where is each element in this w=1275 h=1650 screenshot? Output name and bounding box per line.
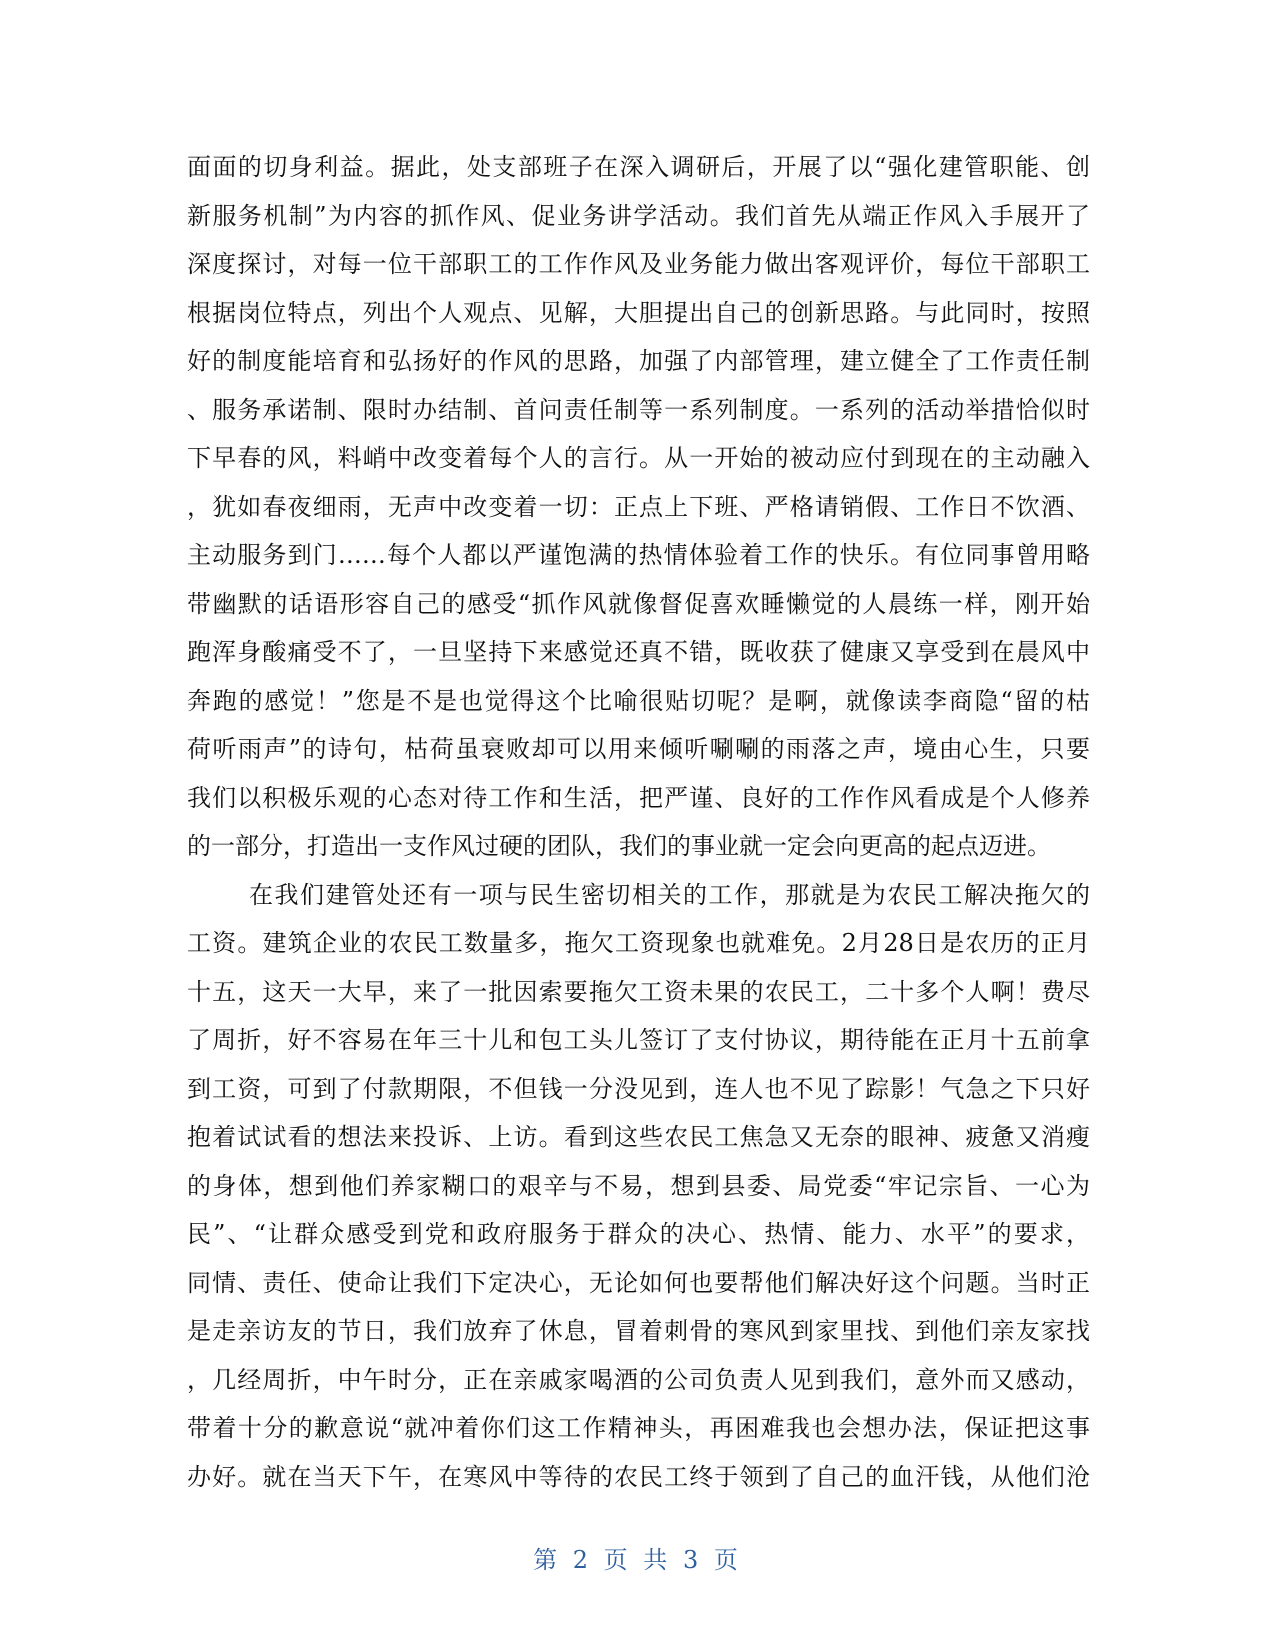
text-line: 我们以积极乐观的心态对待工作和生活，把严谨、良好的工作作风看成是个人修养 [187,783,1090,812]
text-line: 主动服务到门……每个人都以严谨饱满的热情体验着工作的快乐。有位同事曾用略 [187,541,1090,569]
text-line: 深度探讨，对每一位干部职工的工作作风及业务能力做出客观评价，每位干部职工 [187,250,1090,278]
text-line: 面面的切身利益。据此，处支部班子在深入调研后，开展了以“强化建管职能、创 [187,153,1090,181]
text-line: 奔跑的感觉！”您是不是也觉得这个比喻很贴切呢？是啊，就像读李商隐“留的枯 [187,686,1090,715]
text-line: 跑浑身酸痛受不了，一旦坚持下来感觉还真不错，既收获了健康又享受到在晨风中 [187,638,1090,666]
paragraph-end-line: 的一部分，打造出一支作风过硬的团队，我们的事业就一定会向更高的起点迈进。 [187,832,1051,860]
paragraph-start-line: 在我们建管处还有一项与民生密切相关的工作，那就是为农民工解决拖欠的 [249,880,1090,909]
text-line: 民”、“让群众感受到党和政府服务于群众的决心、热情、能力、水平”的要求， [187,1220,1090,1248]
text-line: 是走亲访友的节日，我们放弃了休息，冒着刺骨的寒风到家里找、到他们亲友家找 [187,1317,1090,1345]
text-line: 同情、责任、使命让我们下定决心，无论如何也要帮他们解决好这个问题。当时正 [187,1268,1090,1297]
text-line: ，几经周折，中午时分，正在亲戚家喝酒的公司负责人见到我们，意外而又感动， [187,1365,1090,1394]
page-number-label: 第 2 页 共 3 页 [533,1546,742,1574]
text-line: 根据岗位特点，列出个人观点、见解，大胆提出自己的创新思路。与此同时，按照 [187,298,1090,327]
text-line: 十五，这天一大早，来了一批因索要拖欠工资未果的农民工，二十多个人啊！费尽 [187,977,1090,1006]
text-line: 荷听雨声”的诗句，枯荷虽衰败却可以用来倾听唰唰的雨落之声，境由心生，只要 [187,735,1090,763]
text-line: 好的制度能培育和弘扬好的作风的思路，加强了内部管理，建立健全了工作责任制 [187,347,1090,375]
text-line: 了周折，好不容易在年三十儿和包工头儿签订了支付协议，期待能在正月十五前拿 [187,1026,1090,1054]
text-line: 抱着试试看的想法来投诉、上访。看到这些农民工焦急又无奈的眼神、疲惫又消瘦 [187,1123,1090,1151]
document-body [187,143,1090,1501]
text-line: 带着十分的歉意说“就冲着你们这工作精神头，再困难我也会想办法，保证把这事 [187,1414,1090,1442]
text-line: 下早春的风，料峭中改变着每个人的言行。从一开始的被动应付到现在的主动融入 [187,444,1090,472]
text-line: 新服务机制”为内容的抓作风、促业务讲学活动。我们首先从端正作风入手展开了 [187,201,1090,230]
page-footer [0,1540,1275,1575]
text-line: 的身体，想到他们养家糊口的艰辛与不易，想到县委、局党委“牢记宗旨、一心为 [187,1171,1090,1200]
text-line: 办好。就在当天下午，在寒风中等待的农民工终于领到了自己的血汗钱，从他们沧 [187,1462,1090,1491]
text-line: 带幽默的话语形容自己的感受“抓作风就像督促喜欢睡懒觉的人晨练一样，刚开始 [187,589,1090,618]
text-line: 工资。建筑企业的农民工数量多，拖欠工资现象也就难免。2月28日是农历的正月 [187,929,1090,957]
text-line: ，犹如春夜细雨，无声中改变着一切：正点上下班、严格请销假、工作日不饮酒、 [187,492,1090,521]
text-line: 、服务承诺制、限时办结制、首问责任制等一系列制度。一系列的活动举措恰似时 [187,395,1090,424]
text-line: 到工资，可到了付款期限，不但钱一分没见到，连人也不见了踪影！气急之下只好 [187,1074,1090,1103]
